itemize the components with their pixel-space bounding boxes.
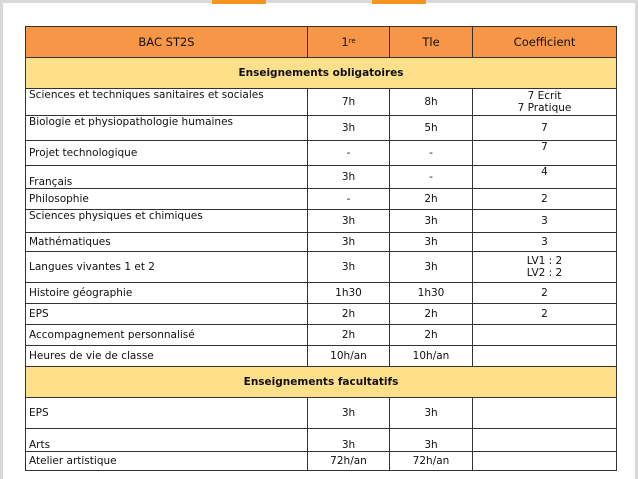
final-year-cell: 3h xyxy=(390,252,473,283)
coefficient-cell xyxy=(473,452,617,471)
header-first-year: 1re xyxy=(308,27,390,58)
table-row xyxy=(26,429,617,452)
table-row xyxy=(26,252,617,283)
subject-cell: Sciences physiques et chimiques xyxy=(26,210,308,233)
header-title: BAC ST2S xyxy=(26,27,308,58)
subject-cell: Projet technologique xyxy=(26,141,308,166)
coefficient-cell: 3 xyxy=(473,210,617,233)
table-row xyxy=(26,304,617,325)
first-year-cell: 3h xyxy=(308,398,390,429)
coefficient-cell xyxy=(473,429,617,452)
subject-cell: Français xyxy=(26,166,308,189)
table-row xyxy=(26,116,617,141)
subject-cell: Heures de vie de classe xyxy=(26,346,308,367)
table-row xyxy=(26,398,617,429)
subject-cell: Langues vivantes 1 et 2 xyxy=(26,252,308,283)
first-year-cell: 3h xyxy=(308,429,390,452)
subject-cell: EPS xyxy=(26,304,308,325)
coefficient-cell xyxy=(473,398,617,429)
final-year-cell: 10h/an xyxy=(390,346,473,367)
subject-cell: Sciences et techniques sanitaires et sociales xyxy=(26,89,308,116)
coefficient-cell: 4 xyxy=(473,166,617,189)
final-year-cell: 3h xyxy=(390,210,473,233)
first-year-cell: 2h xyxy=(308,325,390,346)
header-final-year: Tle xyxy=(390,27,473,58)
table-row xyxy=(26,346,617,367)
coefficient-cell: 7 xyxy=(473,116,617,141)
subject-cell: Mathématiques xyxy=(26,233,308,252)
final-year-cell: 2h xyxy=(390,189,473,210)
section-title-optional: Enseignements facultatifs xyxy=(26,367,617,398)
subject-cell: Biologie et physiopathologie humaines xyxy=(26,116,308,141)
coefficient-cell: 7 Ecrit 7 Pratique xyxy=(473,89,617,116)
first-year-cell: 1h30 xyxy=(308,283,390,304)
final-year-cell: 2h xyxy=(390,325,473,346)
coefficient-cell xyxy=(473,325,617,346)
coefficient-cell: 3 xyxy=(473,233,617,252)
final-year-cell: 8h xyxy=(390,89,473,116)
coefficient-cell: LV1 : 2 LV2 : 2 xyxy=(473,252,617,283)
table-header-row xyxy=(26,27,617,58)
accent-bar-left xyxy=(212,0,266,4)
subject-cell: Histoire géographie xyxy=(26,283,308,304)
first-year-cell: 10h/an xyxy=(308,346,390,367)
table-row xyxy=(26,325,617,346)
coefficient-cell: 2 xyxy=(473,283,617,304)
final-year-cell: 2h xyxy=(390,304,473,325)
subject-cell: Accompagnement personnalisé xyxy=(26,325,308,346)
coefficient-cell: 7 xyxy=(473,141,617,166)
bac-st2s-table xyxy=(25,26,617,471)
table-row xyxy=(26,452,617,471)
table-row xyxy=(26,283,617,304)
first-year-cell: - xyxy=(308,141,390,166)
coefficient-cell: 2 xyxy=(473,304,617,325)
section-row-mandatory xyxy=(26,58,617,89)
final-year-cell: 5h xyxy=(390,116,473,141)
first-year-cell: 3h xyxy=(308,233,390,252)
header-coefficient: Coefficient xyxy=(473,27,617,58)
first-year-cell: 3h xyxy=(308,166,390,189)
first-year-cell: 3h xyxy=(308,116,390,141)
accent-bar-right xyxy=(372,0,426,4)
final-year-cell: 3h xyxy=(390,429,473,452)
first-year-cell: 72h/an xyxy=(308,452,390,471)
table-row xyxy=(26,89,617,116)
table-row xyxy=(26,141,617,166)
subject-cell: Philosophie xyxy=(26,189,308,210)
first-year-cell: - xyxy=(308,189,390,210)
table-row xyxy=(26,189,617,210)
coefficient-cell: 2 xyxy=(473,189,617,210)
final-year-cell: 3h xyxy=(390,398,473,429)
final-year-cell: 72h/an xyxy=(390,452,473,471)
final-year-cell: 1h30 xyxy=(390,283,473,304)
final-year-cell: - xyxy=(390,141,473,166)
subject-cell: Atelier artistique xyxy=(26,452,308,471)
coefficient-cell xyxy=(473,346,617,367)
final-year-cell: - xyxy=(390,166,473,189)
subject-cell: EPS xyxy=(26,398,308,429)
first-year-cell: 3h xyxy=(308,210,390,233)
section-title-mandatory: Enseignements obligatoires xyxy=(26,58,617,89)
final-year-cell: 3h xyxy=(390,233,473,252)
table-row xyxy=(26,166,617,189)
first-year-cell: 2h xyxy=(308,304,390,325)
first-year-cell: 3h xyxy=(308,252,390,283)
first-year-cell: 7h xyxy=(308,89,390,116)
table-row xyxy=(26,210,617,233)
subject-cell: Arts xyxy=(26,429,308,452)
table-row xyxy=(26,233,617,252)
section-row-optional xyxy=(26,367,617,398)
